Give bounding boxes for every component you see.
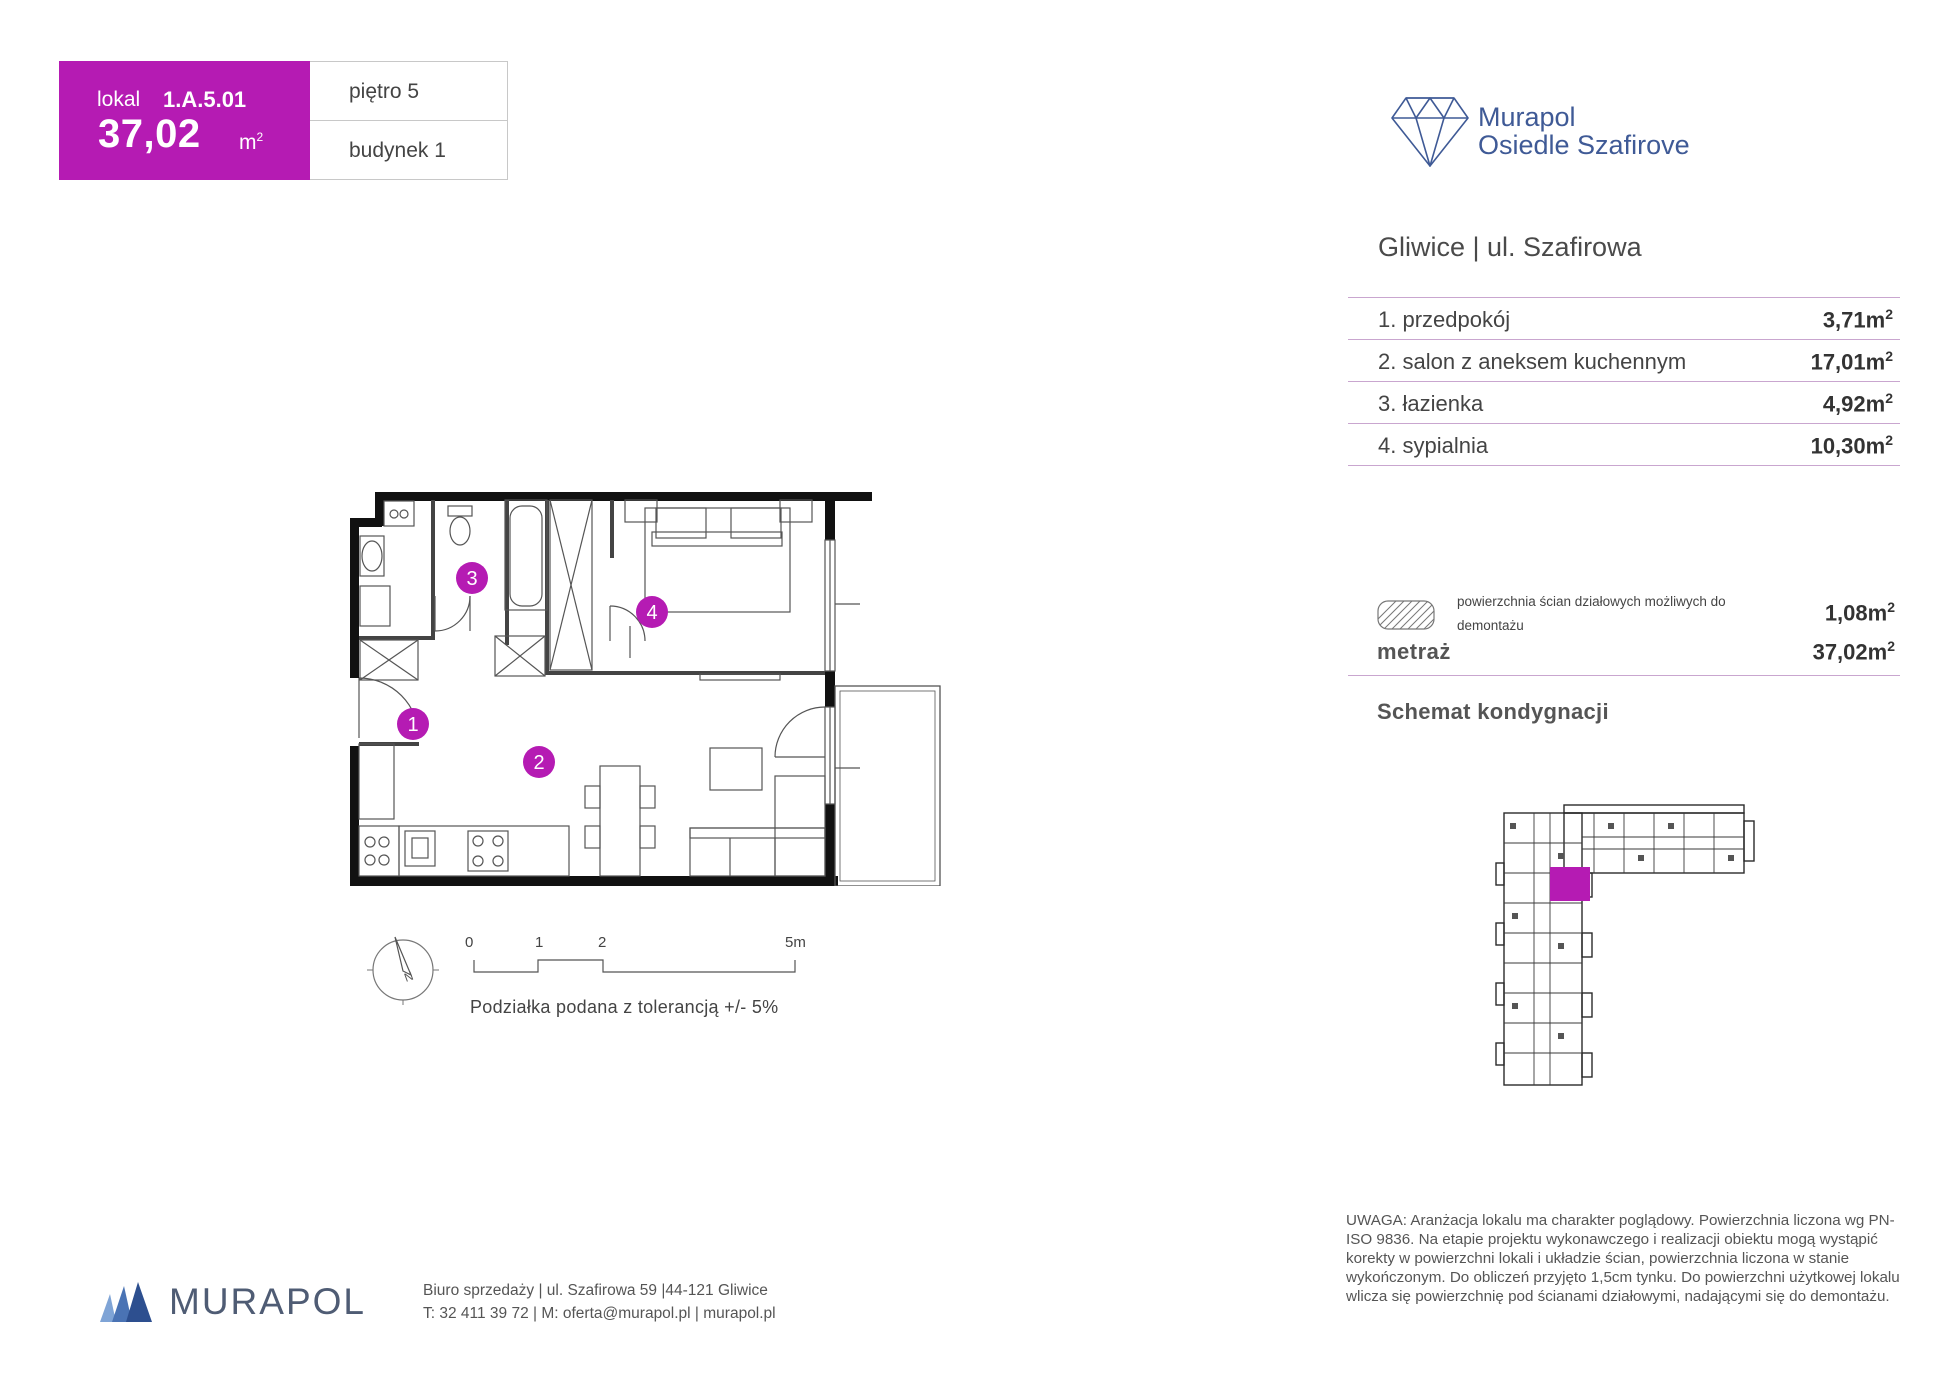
scale-note: Podziałka podana z tolerancją +/- 5% bbox=[470, 997, 779, 1017]
room-area: $4,92m^2$ bbox=[1822, 390, 1893, 417]
unit-area: 37,02 bbox=[98, 112, 201, 156]
room-row bbox=[1348, 339, 1900, 381]
unit-header bbox=[59, 61, 310, 180]
room-row bbox=[1348, 381, 1900, 423]
floor-schema bbox=[1488, 803, 1768, 1093]
room-marker-2: 2 bbox=[533, 752, 545, 774]
compass-icon bbox=[363, 935, 443, 1005]
rooms-table bbox=[1348, 297, 1900, 466]
room-name: 3. łazienka bbox=[1378, 391, 1484, 416]
room-area: $3,71m^2$ bbox=[1822, 306, 1893, 333]
floor-plan bbox=[340, 486, 970, 886]
floor-cell: piętro 5 bbox=[310, 62, 507, 121]
walls-area: $1,08m^2$ bbox=[1824, 599, 1895, 626]
room-name: 1. przedpokój bbox=[1378, 307, 1511, 332]
room-area: $17,01m^2$ bbox=[1810, 348, 1893, 375]
schema-title: Schemat kondygnacji bbox=[1377, 699, 1609, 724]
diamond-icon bbox=[1390, 96, 1470, 168]
room-marker-3: 3 bbox=[466, 568, 478, 590]
walls-label: powierzchnia ścian działowych możliwych do demontażu bbox=[1457, 594, 1726, 633]
footer-contact: T: 32 411 39 72 | M: oferta@murapol.pl | murapol.pl bbox=[423, 1305, 776, 1322]
scale-bar bbox=[465, 932, 825, 980]
brand-subname: Osiedle Szafirove bbox=[1478, 130, 1690, 160]
room-row bbox=[1348, 297, 1900, 339]
scale-tick-label: 0 bbox=[465, 934, 474, 951]
brand-name: Murapol bbox=[1478, 102, 1576, 132]
hatch-swatch-icon bbox=[1377, 600, 1435, 630]
room-name: 4. sypialnia bbox=[1378, 433, 1489, 458]
room-name: 2. salon z aneksem kuchennym bbox=[1378, 349, 1687, 374]
location-title: Gliwice | ul. Szafirowa bbox=[1378, 232, 1642, 262]
murapol-logo-icon bbox=[98, 1280, 154, 1324]
room-marker-1: 1 bbox=[407, 714, 419, 736]
metraz-area: $37,02m^2$ bbox=[1812, 638, 1895, 665]
highlighted-unit bbox=[1550, 867, 1590, 901]
room-row bbox=[1348, 423, 1900, 466]
unit-code: 1.A.5.01 bbox=[163, 87, 247, 112]
scale-tick-label: 5m bbox=[785, 934, 806, 951]
divider bbox=[1348, 675, 1900, 676]
metraz-label: metraż bbox=[1377, 639, 1451, 664]
unit-label: lokal bbox=[97, 88, 141, 111]
unit-meta bbox=[310, 61, 508, 180]
footer-brand: MURAPOL bbox=[169, 1281, 366, 1322]
building-cell: budynek 1 bbox=[349, 139, 446, 162]
footer-address: Biuro sprzedaży | ul. Szafirowa 59 |44-121 Gliwice bbox=[423, 1282, 768, 1299]
room-marker-4: 4 bbox=[646, 602, 658, 624]
scale-tick-label: 2 bbox=[598, 934, 607, 951]
scale-tick-label: 1 bbox=[535, 934, 544, 951]
compass-label: N bbox=[402, 968, 416, 985]
room-area: $10,30m^2$ bbox=[1810, 432, 1893, 459]
disclaimer-note: UWAGA: Aranżacja lokalu ma charakter poglądowy. Powierzchnia liczona wg PN-ISO 9836. Na etapie projektu wykonawczego i realizacji obiektu mogą wystąpić korekty w powierzchni lokali i układzie ścian, powierzchnia liczona w stanie wykończonym. Do obliczeń przyjęto 1,5cm tynku. Do powierzchni użytkowej lokalu wlicza się powierzchnię pod ścianami działowymi, nadającymi się do demontażu. bbox=[1346, 1212, 1900, 1305]
unit-area-unit: $m^2$ bbox=[239, 130, 264, 154]
